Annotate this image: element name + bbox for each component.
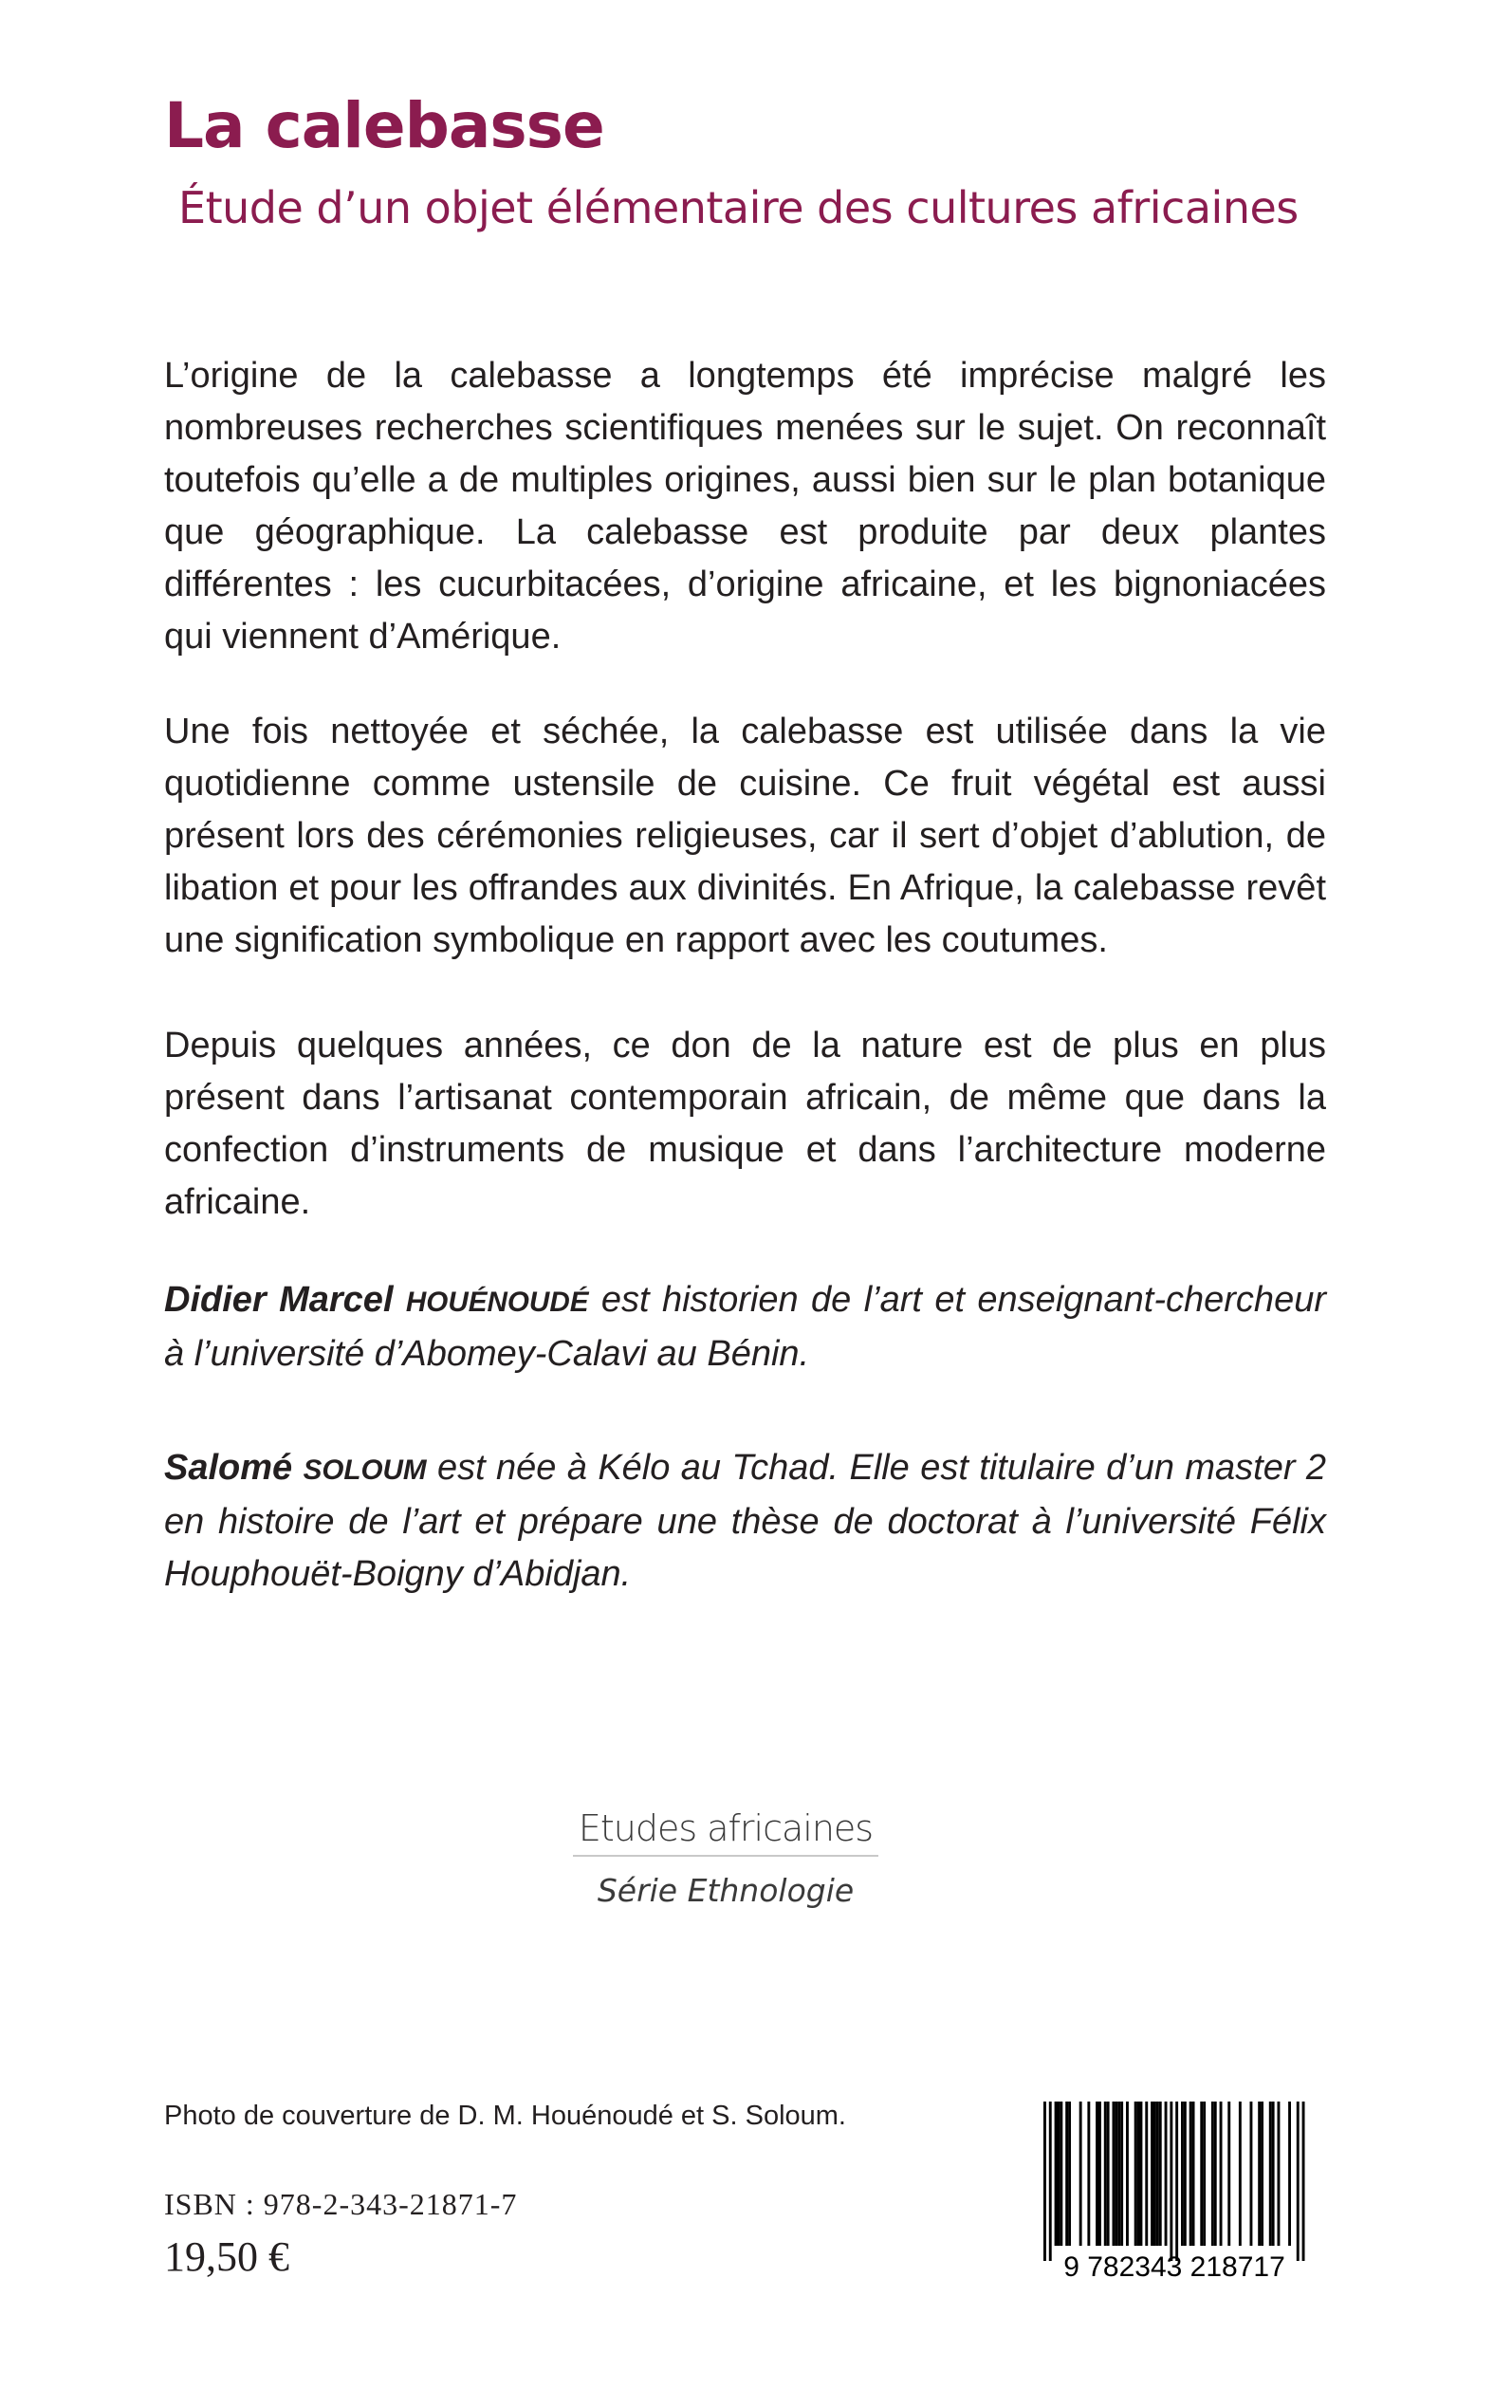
barcode-bar: [1269, 2102, 1272, 2246]
barcode-bar: [1049, 2102, 1052, 2261]
barcode-bar: [1096, 2102, 1098, 2246]
barcode-bar: [1120, 2102, 1123, 2246]
blurb-paragraph-1: L’origine de la calebasse a longtemps été imprécise malgré les nombreuses recherches scientifiques menées sur le sujet. On reconnaît toutefois qu’elle a de multiples origines, aussi bien sur le plan botanique que géographique. La calebasse est produite par deux plantes différentes : les cucurbitacées, d’origine africaine, et les bignoniacées qui viennent d’Amérique.: [164, 356, 1326, 657]
barcode-bar: [1065, 2102, 1068, 2246]
barcode-bar: [1159, 2102, 1162, 2246]
series-subseries: Série Ethnologie: [597, 1872, 855, 1909]
barcode-bar: [1115, 2102, 1117, 2246]
barcode-bar: [1227, 2102, 1230, 2246]
barcode-bar: [1175, 2102, 1178, 2261]
barcode-bar: [1170, 2102, 1172, 2261]
barcode-bar: [1203, 2102, 1206, 2246]
barcode-bar: [1113, 2102, 1116, 2246]
barcode-bar: [1211, 2102, 1214, 2246]
barcode-bar: [1239, 2102, 1242, 2246]
barcode-bar: [1145, 2102, 1148, 2246]
photo-credit: Photo de couverture de D. M. Houénoudé et S. Soloum.: [164, 2101, 846, 2131]
barcode-bar: [1165, 2102, 1168, 2246]
barcode-bar: [1137, 2102, 1140, 2246]
barcode-bar: [1189, 2102, 1192, 2246]
barcode-bar: [1184, 2102, 1187, 2246]
author-bio-1: [164, 1274, 1326, 1380]
barcode-bar: [1068, 2102, 1071, 2246]
barcode-bar: [1098, 2102, 1101, 2246]
barcode-bar: [1181, 2102, 1184, 2246]
barcode-bar: [1297, 2102, 1300, 2261]
barcode-bar: [1087, 2102, 1090, 2246]
barcode-bar: [1250, 2102, 1253, 2246]
price: 19,50 €: [164, 2233, 289, 2280]
barcode-bar: [1043, 2102, 1046, 2261]
author-bio-2: [164, 1442, 1326, 1601]
barcode-bar: [1200, 2102, 1203, 2246]
blurb-paragraph-3: Depuis quelques années, ce don de la nature est de plus en plus présent dans l’artisanat contemporain africain, de même que dans la confection d’instruments de musique et dans l’architecture moderne africaine.: [164, 1026, 1326, 1222]
barcode-bar: [1140, 2102, 1143, 2246]
barcode-bar: [1261, 2102, 1263, 2246]
author-bio-text: est née à Kélo au Tchad. Elle est titulaire d’un master 2 en histoire de l’art et prépare une thèse de doctorat à l’université Félix Houphouët-Boigny d’Abidjan.: [164, 1448, 1327, 1594]
barcode-bar: [1192, 2102, 1195, 2246]
barcode-bar: [1079, 2102, 1082, 2246]
barcode-bar: [1288, 2102, 1291, 2246]
barcode-bar: [1258, 2102, 1261, 2246]
barcode-bar: [1060, 2102, 1062, 2246]
barcode-bar: [1151, 2102, 1153, 2246]
barcode-graphic: [1026, 2100, 1322, 2282]
barcode-digits: 9 782343 218717: [1063, 2251, 1285, 2282]
author-bio-text: est historien de l’art et enseignant-chercheur à l’université d’Abomey-Calavi au Bénin.: [164, 1280, 1326, 1374]
barcode-bars: [1043, 2102, 1305, 2261]
book-title: La calebasse: [164, 89, 604, 162]
barcode-bar: [1117, 2102, 1120, 2246]
barcode-bar: [1302, 2102, 1305, 2261]
barcode: [1026, 2100, 1322, 2282]
isbn: ISBN : 978-2-343-21871-7: [164, 2187, 518, 2221]
barcode-bar: [1134, 2102, 1137, 2246]
author-first-name: Salomé: [164, 1448, 293, 1488]
blurb-paragraph-2: Une fois nettoyée et séchée, la calebasse est utilisée dans la vie quotidienne comme ustensile de cuisine. Ce fruit végétal est aussi présent lors des cérémonies religieuses, car il sert d’objet d’ablution, de libation et pour les offrandes aux divinités. En Afrique, la calebasse revêt une signification symbolique en rapport avec les coutumes.: [164, 712, 1326, 960]
barcode-bar: [1104, 2102, 1107, 2246]
author-last-name: SOLOUM: [303, 1454, 427, 1486]
barcode-bar: [1272, 2102, 1275, 2246]
barcode-bar: [1156, 2102, 1159, 2246]
barcode-bar: [1278, 2102, 1281, 2246]
barcode-bar: [1055, 2102, 1058, 2246]
barcode-bar: [1153, 2102, 1156, 2246]
barcode-bar: [1220, 2102, 1223, 2246]
series-name: Etudes africaines: [573, 1807, 878, 1857]
barcode-bar: [1214, 2102, 1217, 2246]
barcode-bar: [1126, 2102, 1129, 2246]
author-last-name: HOUÉNOUDÉ: [405, 1287, 589, 1318]
author-first-name: Didier Marcel: [164, 1280, 394, 1320]
barcode-bar: [1107, 2102, 1110, 2246]
book-subtitle: Étude d’un objet élémentaire des cultures africaines: [178, 182, 1299, 233]
barcode-bar: [1058, 2102, 1060, 2246]
series-logo: [550, 1807, 901, 1909]
